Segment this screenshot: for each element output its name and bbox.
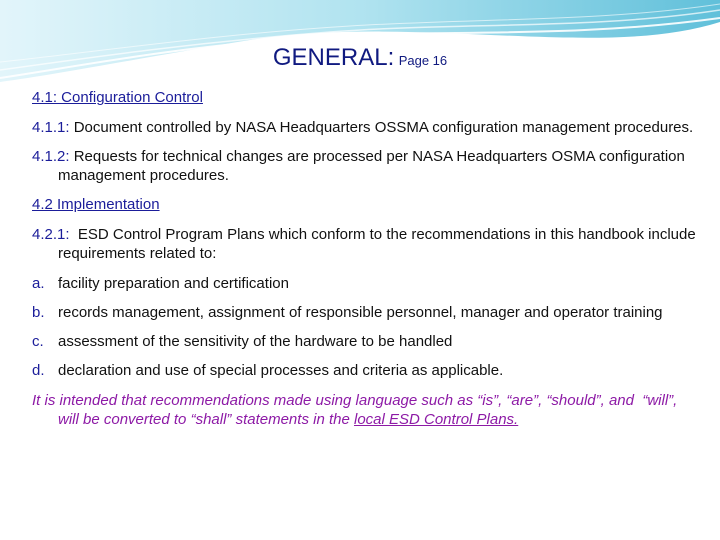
paragraph-text: Document controlled by NASA Headquarters OSSMA configuration management procedures. bbox=[69, 119, 694, 136]
title-main: GENERAL: bbox=[272, 44, 395, 71]
title-page-number: Page 16 bbox=[398, 53, 448, 68]
list-item-text: facility preparation and certification bbox=[58, 275, 289, 292]
list-item-text: records management, assignment of responsible personnel, manager and operator training bbox=[58, 304, 663, 321]
list-item-letter: d. bbox=[32, 362, 45, 379]
list-item bbox=[32, 274, 702, 293]
list-item-letter: b. bbox=[32, 304, 45, 321]
paragraph-4-2-1 bbox=[32, 225, 702, 263]
list-item-text: assessment of the sensitivity of the hardware to be handled bbox=[58, 333, 453, 350]
list-item-letter: c. bbox=[32, 333, 44, 350]
list-item-text: declaration and use of special processes and criteria as applicable. bbox=[58, 362, 504, 379]
list-item bbox=[32, 361, 702, 380]
slide-body bbox=[32, 88, 702, 429]
note-text: It is intended that recommendations made using language such as “is”, “are”, “should”, and “will”, will be converted to “shall” statements in the bbox=[32, 392, 682, 428]
paragraph-text: Requests for technical changes are processed per NASA Headquarters OSMA configuration management procedures. bbox=[58, 148, 685, 184]
slide-title bbox=[0, 44, 720, 72]
section-heading-4-2: 4.2 Implementation bbox=[32, 196, 160, 213]
paragraph-number: 4.1.1: bbox=[32, 119, 70, 136]
list-item bbox=[32, 332, 702, 351]
closing-note bbox=[32, 391, 702, 429]
paragraph-text: ESD Control Program Plans which conform to the recommendations in this handbook include requirements related to: bbox=[58, 226, 700, 262]
list-item-letter: a. bbox=[32, 275, 45, 292]
paragraph-number: 4.1.2: bbox=[32, 148, 70, 165]
note-underlined-text: local ESD Control Plans. bbox=[353, 411, 519, 428]
paragraph-number: 4.2.1: bbox=[32, 226, 70, 243]
paragraph-4-1-2 bbox=[32, 147, 702, 185]
paragraph-4-1-1 bbox=[32, 118, 702, 137]
list-item bbox=[32, 303, 702, 322]
section-heading-4-1: 4.1: Configuration Control bbox=[32, 89, 203, 106]
